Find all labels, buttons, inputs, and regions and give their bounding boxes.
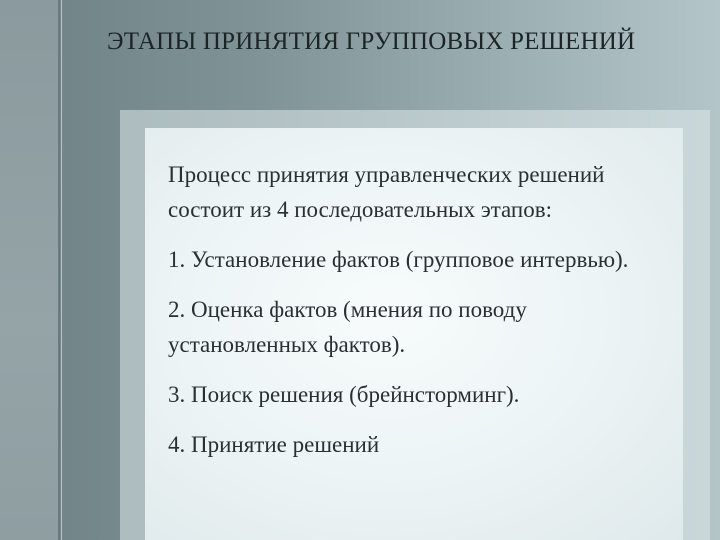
step-2: 2. Оценка фактов (мнения по поводу установленных фактов). xyxy=(168,297,527,357)
left-decor-band xyxy=(0,0,58,540)
step-1: 1. Установление фактов (групповое интервью). xyxy=(168,247,629,272)
content-panel xyxy=(145,128,683,540)
intro-paragraph: Процесс принятия управленческих решений состоит из 4 последовательных этапов: xyxy=(168,162,605,222)
step-4: 4. Принятие решений xyxy=(168,432,380,457)
decor-divider-highlight xyxy=(61,0,62,540)
slide-title: ЭТАПЫ ПРИНЯТИЯ ГРУППОВЫХ РЕШЕНИЙ xyxy=(107,28,636,55)
decor-divider-line xyxy=(58,0,60,540)
step-3: 3. Поиск решения (брейнсторминг). xyxy=(168,382,520,407)
body-text xyxy=(168,157,668,477)
